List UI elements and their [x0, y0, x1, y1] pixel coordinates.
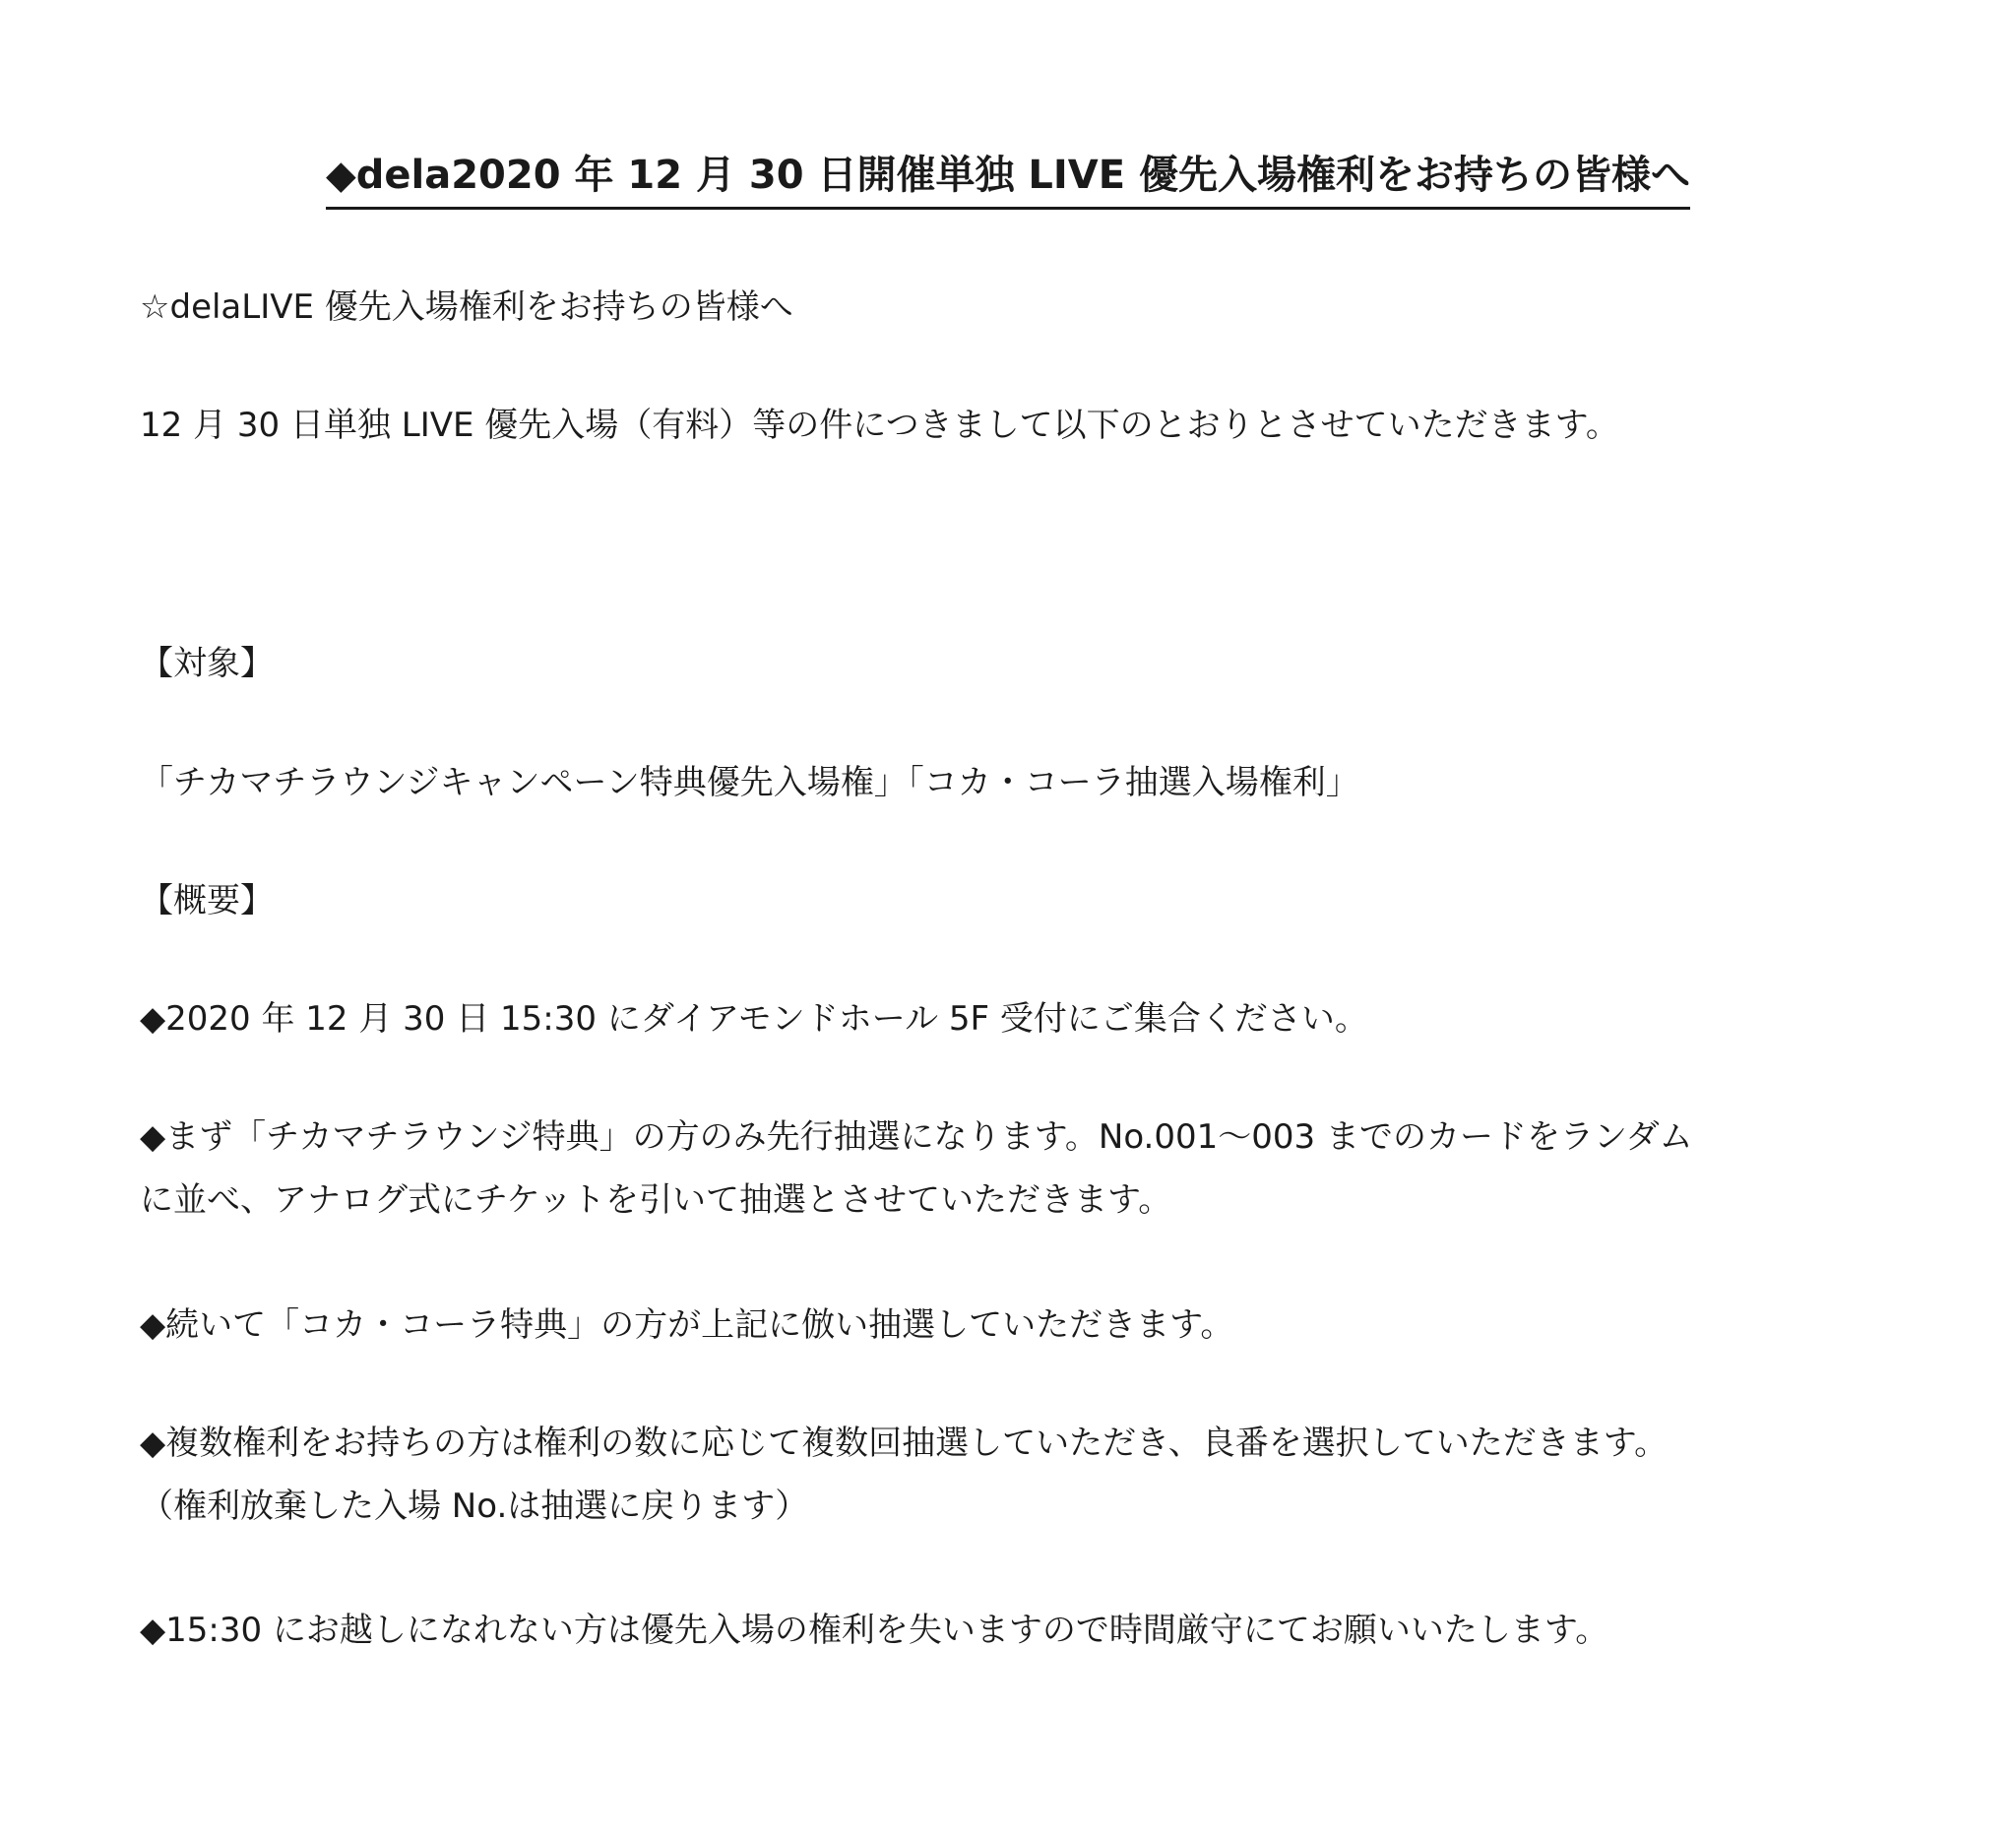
summary-item-1: [140, 994, 1912, 1044]
summary-item-2-line-2: に並べ、アナログ式にチケットを引いて抽選とさせていただきます。: [140, 1180, 1172, 1220]
title-container: [0, 148, 2016, 210]
target-text: 「チカマチラウンジキャンペーン特典優先入場権」「コカ・コーラ抽選入場権利」: [140, 763, 1359, 802]
summary-item-4-line-2: （権利放棄した入場 No.は抽選に戻ります）: [140, 1487, 809, 1526]
summary-item-5-line-1: ◆15:30 にお越しになれない方は優先入場の権利を失いますので時間厳守にてお願いいたします。: [140, 1611, 1609, 1650]
target-heading: 【対象】: [140, 644, 274, 683]
summary-heading: 【概要】: [140, 881, 274, 920]
summary-item-5: [140, 1606, 1912, 1655]
summary-item-1-line-1: ◆2020 年 12 月 30 日 15:30 にダイアモンドホール 5F 受付にご集合ください。: [140, 999, 1368, 1039]
summary-item-4: [140, 1412, 1912, 1538]
summary-item-2-line-1: ◆まず「チカマチラウンジ特典」の方のみ先行抽選になります。No.001〜003 までのカードをランダム: [140, 1117, 1693, 1157]
intro-paragraph: 12 月 30 日単独 LIVE 優先入場（有料）等の件につきまして以下のとおりとさせていただきます。: [140, 406, 1619, 445]
greeting-line: ☆delaLIVE 優先入場権利をお持ちの皆様へ: [140, 287, 793, 327]
document-title: ◆dela2020 年 12 月 30 日開催単独 LIVE 優先入場権利をお持ちの皆様へ: [326, 148, 1690, 210]
summary-item-3: [140, 1300, 1912, 1350]
summary-item-4-line-1: ◆複数権利をお持ちの方は権利の数に応じて複数回抽選していただき、良番を選択していただきます。: [140, 1424, 1669, 1463]
summary-item-2: [140, 1106, 1912, 1232]
summary-item-3-line-1: ◆続いて「コカ・コーラ特典」の方が上記に倣い抽選していただきます。: [140, 1305, 1234, 1345]
